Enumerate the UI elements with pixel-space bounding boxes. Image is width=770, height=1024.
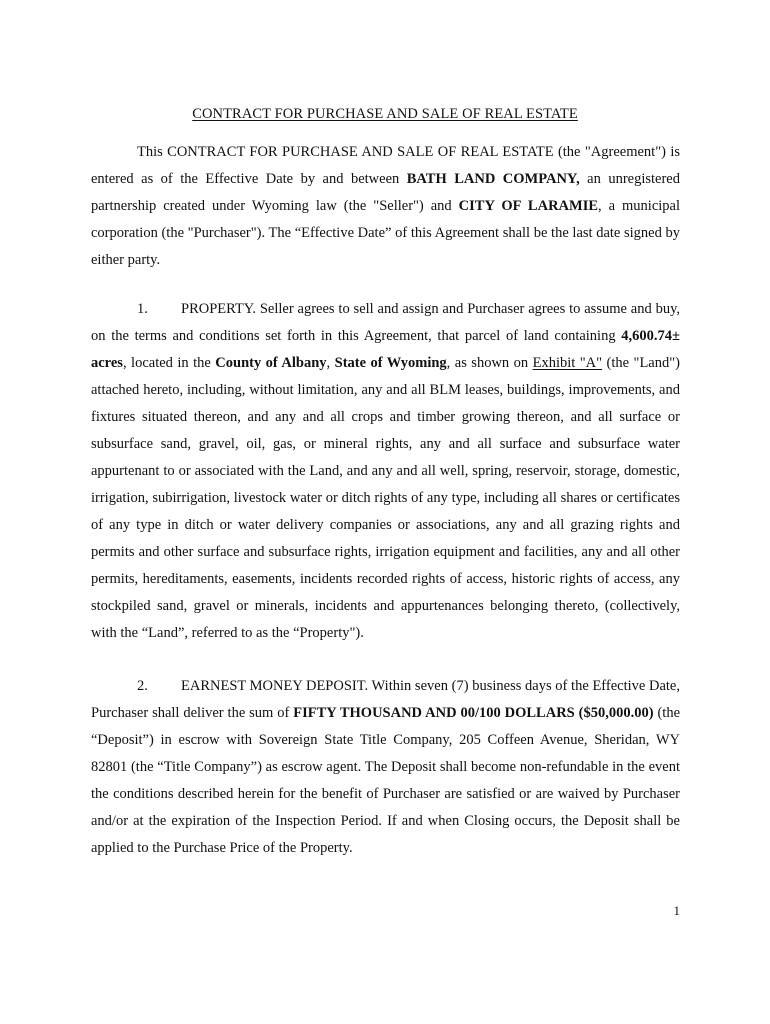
section-1-text-2: , located in the: [122, 355, 216, 371]
section-1-text-4: , as shown on: [446, 355, 533, 371]
section-2-text-2: (the “Deposit”) in escrow with Sovereign State Title Company, 205 Coffeen Avenue, Sheridan, WY 82801 (the “Title Company”) as escrow agent. The Deposit shall become non-refundable in the event the conditions described herein for the benefit of Purchaser are satisfied or are waived by Purchaser and/or at the expiration of the Inspection Period. If and when Closing occurs, the Deposit shall be applied to the Purchase Price of the Property.: [91, 705, 681, 856]
purchaser-name: CITY OF LARAMIE: [458, 198, 599, 214]
section-2-text-1: EARNEST MONEY DEPOSIT. Within seven (7) business days of the Effective Date, Purchaser shall deliver the sum of: [91, 678, 680, 721]
seller-name: BATH LAND COMPANY,: [406, 171, 580, 187]
acreage: 4,600.74± acres: [91, 328, 680, 371]
section-1-text-5: (the "Land") attached hereto, including, without limitation, any and all BLM leases, buildings, improvements, and fixtures situated thereon, and any and all crops and timber growing thereon, and all surface or subsurface sand, gravel, oil, gas, or mineral rights, any and all surface and subsurface water appurtenant to or associated with the Land, and any and all well, spring, reservoir, storage, domestic, irrigation, subirrigation, livestock water or ditch rights of any type, including all shares or certificates of any type in ditch or water delivery companies or associations, any and all grazing rights and permits and other surface and subsurface rights, irrigation equipment and facilities, any and all other permits, hereditaments, easements, incidents recorded rights of access, historic rights of access, any stockpiled sand, gravel or minerals, incidents and appurtenances belonging thereto, (collectively, with the “Land”, referred to as the “Property").: [91, 355, 680, 641]
section-1-property: [91, 296, 680, 647]
county-name: County of Albany: [215, 355, 327, 371]
page-number: 1: [673, 903, 680, 918]
intro-paragraph: [91, 139, 680, 274]
section-1-number: 1.: [137, 301, 148, 317]
state-name: State of Wyoming: [334, 355, 447, 371]
intro-text-2: an unregistered partnership created under Wyoming law (the "Seller") and: [91, 171, 680, 214]
document-title: CONTRACT FOR PURCHASE AND SALE OF REAL ESTATE: [192, 106, 578, 122]
intro-text-3: , a municipal corporation (the "Purchaser"). The “Effective Date” of this Agreement shall be the last date signed by either party.: [91, 198, 681, 268]
section-1-text-3: ,: [326, 355, 335, 371]
intro-text-1: This CONTRACT FOR PURCHASE AND SALE OF REAL ESTATE (the "Agreement") is entered as of the Effective Date by and between: [91, 144, 680, 187]
section-2-number: 2.: [137, 678, 148, 694]
deposit-amount: FIFTY THOUSAND AND 00/100 DOLLARS ($50,000.00): [293, 705, 654, 721]
exhibit-a-reference: Exhibit "A": [532, 355, 603, 371]
section-2-earnest-money: [91, 673, 680, 862]
section-1-text-1: PROPERTY. Seller agrees to sell and assign and Purchaser agrees to assume and buy, on the terms and conditions set forth in this Agreement, that parcel of land containing: [91, 301, 680, 344]
